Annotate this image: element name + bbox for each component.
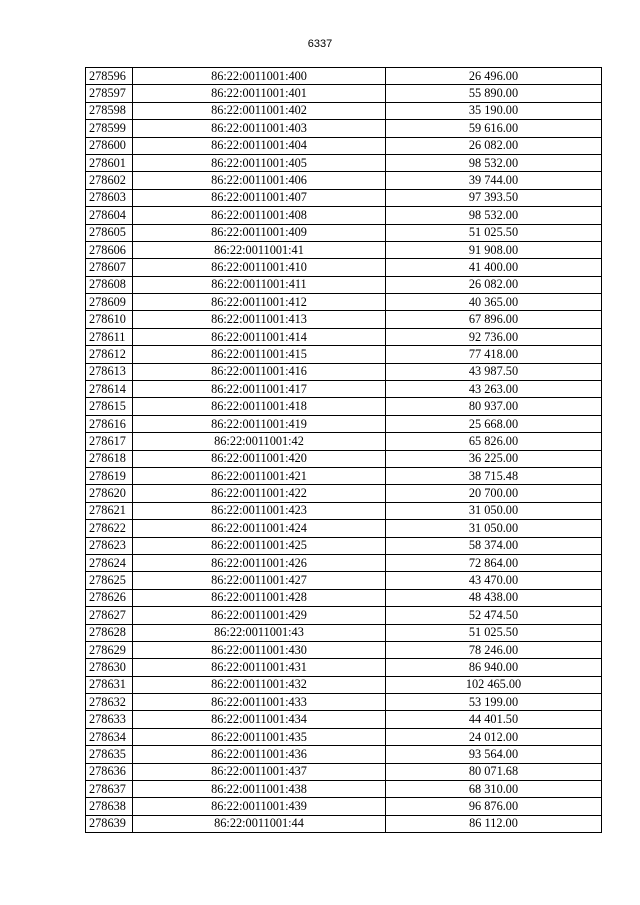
cadastral-number-cell: 86:22:0011001:439 [133, 798, 386, 815]
table-row [86, 520, 602, 537]
table-row [86, 467, 602, 484]
cadastral-number-cell: 86:22:0011001:420 [133, 450, 386, 467]
record-number-cell: 278617 [86, 433, 133, 450]
value-cell: 77 418.00 [386, 346, 602, 363]
cadastral-number-cell: 86:22:0011001:438 [133, 781, 386, 798]
record-number-cell: 278609 [86, 294, 133, 311]
record-number-cell: 278619 [86, 467, 133, 484]
table-row [86, 276, 602, 293]
value-cell: 39 744.00 [386, 172, 602, 189]
cadastral-number-cell: 86:22:0011001:41 [133, 241, 386, 258]
table-row [86, 102, 602, 119]
cadastral-number-cell: 86:22:0011001:414 [133, 328, 386, 345]
record-number-cell: 278611 [86, 328, 133, 345]
value-cell: 93 564.00 [386, 746, 602, 763]
value-cell: 35 190.00 [386, 102, 602, 119]
value-cell: 52 474.50 [386, 607, 602, 624]
cadastral-number-cell: 86:22:0011001:402 [133, 102, 386, 119]
table-row [86, 554, 602, 571]
cadastral-number-cell: 86:22:0011001:427 [133, 572, 386, 589]
cadastral-number-cell: 86:22:0011001:42 [133, 433, 386, 450]
value-cell: 96 876.00 [386, 798, 602, 815]
cadastral-number-cell: 86:22:0011001:436 [133, 746, 386, 763]
table-row [86, 450, 602, 467]
table-row [86, 676, 602, 693]
table-row [86, 68, 602, 85]
record-number-cell: 278618 [86, 450, 133, 467]
table-row [86, 728, 602, 745]
cadastral-number-cell: 86:22:0011001:408 [133, 207, 386, 224]
cadastral-number-cell: 86:22:0011001:426 [133, 554, 386, 571]
value-cell: 78 246.00 [386, 641, 602, 658]
table-row [86, 798, 602, 815]
page-number: 6337 [307, 38, 333, 50]
value-cell: 20 700.00 [386, 485, 602, 502]
table-row [86, 137, 602, 154]
record-number-cell: 278604 [86, 207, 133, 224]
record-number-cell: 278613 [86, 363, 133, 380]
record-number-cell: 278629 [86, 641, 133, 658]
table-row [86, 154, 602, 171]
cadastral-number-cell: 86:22:0011001:404 [133, 137, 386, 154]
cadastral-number-cell: 86:22:0011001:406 [133, 172, 386, 189]
value-cell: 48 438.00 [386, 589, 602, 606]
value-cell: 67 896.00 [386, 311, 602, 328]
record-number-cell: 278601 [86, 154, 133, 171]
record-number-cell: 278622 [86, 520, 133, 537]
record-number-cell: 278634 [86, 728, 133, 745]
record-number-cell: 278635 [86, 746, 133, 763]
table-row [86, 537, 602, 554]
record-number-cell: 278615 [86, 398, 133, 415]
record-number-cell: 278605 [86, 224, 133, 241]
value-cell: 31 050.00 [386, 502, 602, 519]
value-cell: 97 393.50 [386, 189, 602, 206]
cadastral-number-cell: 86:22:0011001:429 [133, 607, 386, 624]
record-number-cell: 278636 [86, 763, 133, 780]
cadastral-number-cell: 86:22:0011001:418 [133, 398, 386, 415]
table-row [86, 363, 602, 380]
cadastral-number-cell: 86:22:0011001:428 [133, 589, 386, 606]
table-row [86, 433, 602, 450]
table-row [86, 224, 602, 241]
cadastral-number-cell: 86:22:0011001:435 [133, 728, 386, 745]
cadastral-number-cell: 86:22:0011001:437 [133, 763, 386, 780]
record-number-cell: 278598 [86, 102, 133, 119]
table-row [86, 120, 602, 137]
cadastral-number-cell: 86:22:0011001:403 [133, 120, 386, 137]
cadastral-number-cell: 86:22:0011001:425 [133, 537, 386, 554]
table-row [86, 294, 602, 311]
value-cell: 98 532.00 [386, 207, 602, 224]
cadastral-number-cell: 86:22:0011001:424 [133, 520, 386, 537]
value-cell: 98 532.00 [386, 154, 602, 171]
record-number-cell: 278631 [86, 676, 133, 693]
cadastral-number-cell: 86:22:0011001:412 [133, 294, 386, 311]
table-row [86, 85, 602, 102]
record-number-cell: 278607 [86, 259, 133, 276]
cadastral-number-cell: 86:22:0011001:417 [133, 381, 386, 398]
record-number-cell: 278599 [86, 120, 133, 137]
value-cell: 25 668.00 [386, 415, 602, 432]
cadastral-number-cell: 86:22:0011001:405 [133, 154, 386, 171]
value-cell: 31 050.00 [386, 520, 602, 537]
record-number-cell: 278600 [86, 137, 133, 154]
value-cell: 43 987.50 [386, 363, 602, 380]
value-cell: 51 025.50 [386, 224, 602, 241]
table-row [86, 746, 602, 763]
registry-table [85, 67, 602, 833]
record-number-cell: 278602 [86, 172, 133, 189]
table-row [86, 624, 602, 641]
value-cell: 41 400.00 [386, 259, 602, 276]
value-cell: 86 112.00 [386, 815, 602, 832]
table-row [86, 641, 602, 658]
record-number-cell: 278614 [86, 381, 133, 398]
value-cell: 58 374.00 [386, 537, 602, 554]
table-row [86, 763, 602, 780]
value-cell: 36 225.00 [386, 450, 602, 467]
cadastral-number-cell: 86:22:0011001:410 [133, 259, 386, 276]
record-number-cell: 278608 [86, 276, 133, 293]
value-cell: 92 736.00 [386, 328, 602, 345]
cadastral-number-cell: 86:22:0011001:433 [133, 694, 386, 711]
record-number-cell: 278628 [86, 624, 133, 641]
cadastral-number-cell: 86:22:0011001:419 [133, 415, 386, 432]
record-number-cell: 278633 [86, 711, 133, 728]
value-cell: 55 890.00 [386, 85, 602, 102]
record-number-cell: 278637 [86, 781, 133, 798]
cadastral-number-cell: 86:22:0011001:415 [133, 346, 386, 363]
value-cell: 68 310.00 [386, 781, 602, 798]
cadastral-number-cell: 86:22:0011001:43 [133, 624, 386, 641]
value-cell: 91 908.00 [386, 241, 602, 258]
record-number-cell: 278632 [86, 694, 133, 711]
record-number-cell: 278625 [86, 572, 133, 589]
value-cell: 26 082.00 [386, 137, 602, 154]
value-cell: 86 940.00 [386, 659, 602, 676]
cadastral-number-cell: 86:22:0011001:407 [133, 189, 386, 206]
table-row [86, 346, 602, 363]
record-number-cell: 278597 [86, 85, 133, 102]
table-row [86, 711, 602, 728]
record-number-cell: 278610 [86, 311, 133, 328]
record-number-cell: 278616 [86, 415, 133, 432]
value-cell: 72 864.00 [386, 554, 602, 571]
value-cell: 80 937.00 [386, 398, 602, 415]
record-number-cell: 278612 [86, 346, 133, 363]
value-cell: 59 616.00 [386, 120, 602, 137]
record-number-cell: 278596 [86, 68, 133, 85]
record-number-cell: 278624 [86, 554, 133, 571]
value-cell: 51 025.50 [386, 624, 602, 641]
table-row [86, 694, 602, 711]
record-number-cell: 278627 [86, 607, 133, 624]
record-number-cell: 278630 [86, 659, 133, 676]
table-row [86, 189, 602, 206]
table-row [86, 589, 602, 606]
table-row [86, 328, 602, 345]
cadastral-number-cell: 86:22:0011001:421 [133, 467, 386, 484]
cadastral-number-cell: 86:22:0011001:44 [133, 815, 386, 832]
table-row [86, 415, 602, 432]
record-number-cell: 278603 [86, 189, 133, 206]
table-row [86, 485, 602, 502]
record-number-cell: 278620 [86, 485, 133, 502]
cadastral-number-cell: 86:22:0011001:434 [133, 711, 386, 728]
record-number-cell: 278621 [86, 502, 133, 519]
cadastral-number-cell: 86:22:0011001:416 [133, 363, 386, 380]
record-number-cell: 278639 [86, 815, 133, 832]
table-row [86, 311, 602, 328]
table-row [86, 659, 602, 676]
cadastral-number-cell: 86:22:0011001:401 [133, 85, 386, 102]
value-cell: 65 826.00 [386, 433, 602, 450]
cadastral-number-cell: 86:22:0011001:432 [133, 676, 386, 693]
cadastral-number-cell: 86:22:0011001:413 [133, 311, 386, 328]
value-cell: 44 401.50 [386, 711, 602, 728]
value-cell: 26 496.00 [386, 68, 602, 85]
value-cell: 38 715.48 [386, 467, 602, 484]
value-cell: 26 082.00 [386, 276, 602, 293]
cadastral-number-cell: 86:22:0011001:400 [133, 68, 386, 85]
value-cell: 43 470.00 [386, 572, 602, 589]
cadastral-number-cell: 86:22:0011001:430 [133, 641, 386, 658]
cadastral-number-cell: 86:22:0011001:422 [133, 485, 386, 502]
table-row [86, 241, 602, 258]
cadastral-number-cell: 86:22:0011001:411 [133, 276, 386, 293]
table-row [86, 398, 602, 415]
record-number-cell: 278638 [86, 798, 133, 815]
table-row [86, 607, 602, 624]
value-cell: 40 365.00 [386, 294, 602, 311]
value-cell: 43 263.00 [386, 381, 602, 398]
value-cell: 53 199.00 [386, 694, 602, 711]
table-row [86, 172, 602, 189]
table-row [86, 381, 602, 398]
cadastral-number-cell: 86:22:0011001:423 [133, 502, 386, 519]
table-row [86, 502, 602, 519]
table-row [86, 207, 602, 224]
table-row [86, 781, 602, 798]
value-cell: 80 071.68 [386, 763, 602, 780]
record-number-cell: 278606 [86, 241, 133, 258]
table-row [86, 815, 602, 832]
cadastral-number-cell: 86:22:0011001:431 [133, 659, 386, 676]
cadastral-number-cell: 86:22:0011001:409 [133, 224, 386, 241]
value-cell: 24 012.00 [386, 728, 602, 745]
registry-table-body [86, 68, 602, 833]
record-number-cell: 278626 [86, 589, 133, 606]
value-cell: 102 465.00 [386, 676, 602, 693]
table-row [86, 572, 602, 589]
record-number-cell: 278623 [86, 537, 133, 554]
table-row [86, 259, 602, 276]
